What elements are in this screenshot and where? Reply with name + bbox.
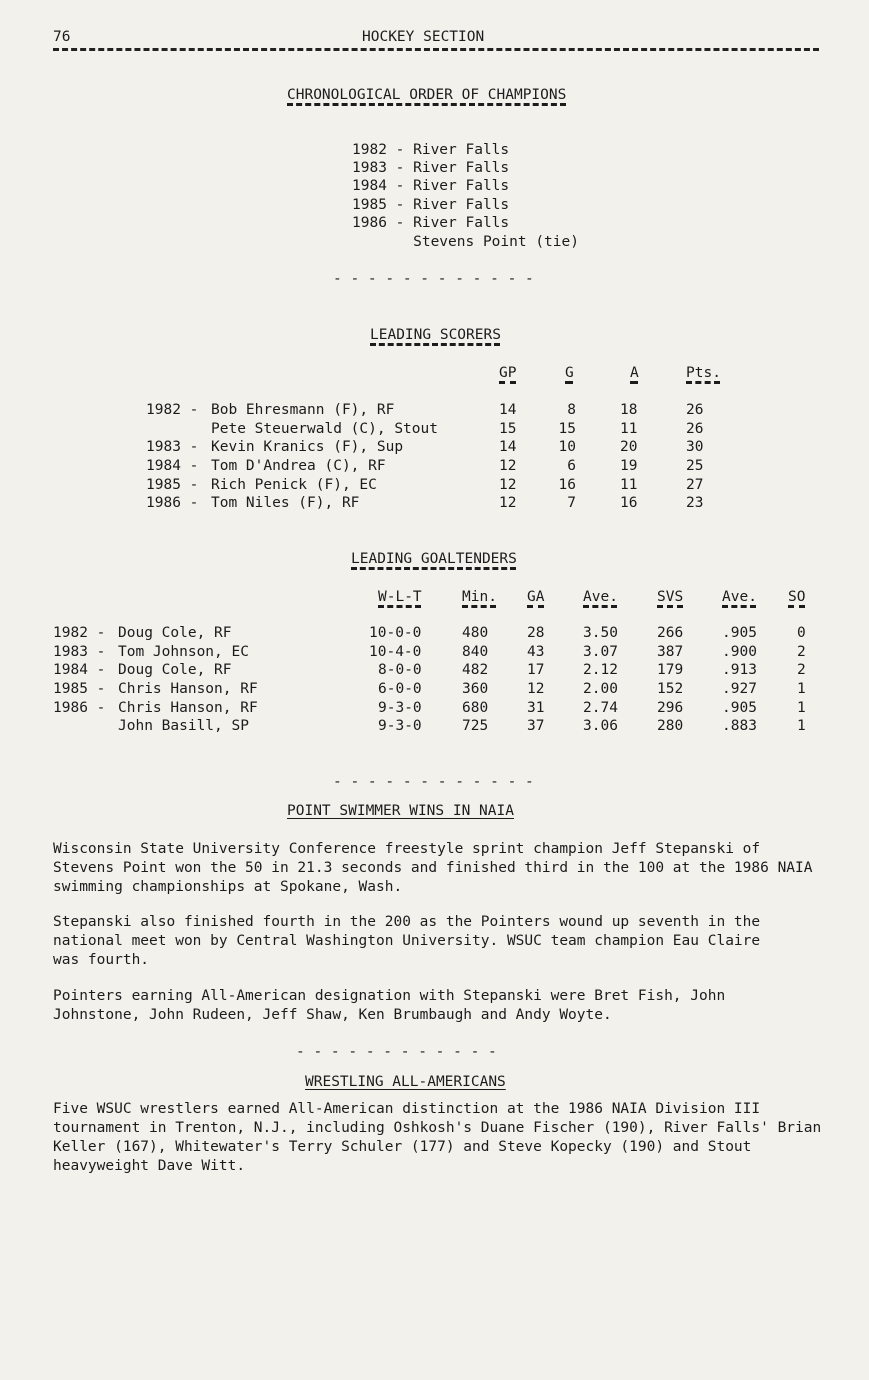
- scorer-a: 11: [620, 477, 638, 493]
- goalie-ave: 3.06: [583, 718, 618, 734]
- goalie-pct: .905: [722, 625, 757, 641]
- scorer-name: Tom Niles (F), RF: [211, 495, 360, 511]
- scorer-pts: 26: [686, 421, 704, 437]
- goalie-svs: 266: [657, 625, 684, 641]
- scorer-pts: 27: [686, 477, 704, 493]
- champions-row-4: 1985 - River Falls: [352, 197, 510, 213]
- scorer-g: 7: [567, 495, 576, 511]
- wrestling-title: WRESTLING ALL-AMERICANS: [305, 1074, 506, 1090]
- goalie-pct: .883: [722, 718, 757, 734]
- goalie-wlt: 9-3-0: [378, 718, 422, 734]
- goalie-ave: 2.00: [583, 681, 618, 697]
- scorer-gp: 12: [499, 495, 517, 511]
- goalie-ga: 28: [527, 625, 545, 641]
- champions-row-5: 1986 - River Falls: [352, 215, 510, 231]
- scorer-gp: 15: [499, 421, 517, 437]
- swimmer-separator: - - - - - - - - - - - -: [296, 1044, 497, 1060]
- goalie-pct: .900: [722, 644, 757, 660]
- goalie-year: 1985 -: [53, 681, 106, 697]
- goalie-ave: 3.50: [583, 625, 618, 641]
- scorer-a: 19: [620, 458, 638, 474]
- swimmer-paragraph-2: Stepanski also finished fourth in the 200 as the Pointers wound up seventh in the national meet won by Central Washington University. WSUC team champion Eau Claire was fourth.: [53, 914, 761, 968]
- goalie-year: 1984 -: [53, 662, 106, 678]
- scorer-g: 8: [567, 402, 576, 418]
- goalie-pct: .905: [722, 700, 757, 716]
- goalie-min: 680: [462, 700, 489, 716]
- goalie-svs: 387: [657, 644, 684, 660]
- goalie-min: 480: [462, 625, 489, 641]
- scorer-pts: 26: [686, 402, 704, 418]
- goalie-header-ave: Ave.: [583, 589, 618, 605]
- goalie-svs: 179: [657, 662, 684, 678]
- scorer-name: Kevin Kranics (F), Sup: [211, 439, 404, 455]
- goalie-ave: 2.74: [583, 700, 618, 716]
- scorers-header-a: A: [630, 365, 639, 381]
- goalie-svs: 152: [657, 681, 684, 697]
- goalie-header-so: SO: [788, 589, 806, 605]
- goalie-svs: 280: [657, 718, 684, 734]
- champions-row-3: 1984 - River Falls: [352, 178, 510, 194]
- goalie-svs: 296: [657, 700, 684, 716]
- goalie-ga: 17: [527, 662, 545, 678]
- goalie-so: 1: [797, 700, 806, 716]
- scorer-name: Tom D'Andrea (C), RF: [211, 458, 386, 474]
- swimmer-paragraph-3: Pointers earning All-American designation with Stepanski were Bret Fish, John Johnstone, John Rudeen, Jeff Shaw, Ken Brumbaugh and Andy Woyte.: [53, 988, 726, 1023]
- scorer-year: 1983 -: [146, 439, 199, 455]
- scorer-gp: 12: [499, 458, 517, 474]
- goaltenders-separator: - - - - - - - - - - - -: [333, 774, 534, 790]
- header-rule: [53, 48, 819, 51]
- goalie-so: 2: [797, 644, 806, 660]
- goalie-name: Chris Hanson, RF: [118, 681, 258, 697]
- champions-separator: - - - - - - - - - - - -: [333, 271, 534, 287]
- scorer-pts: 30: [686, 439, 704, 455]
- scorer-gp: 12: [499, 477, 517, 493]
- goalie-year: 1982 -: [53, 625, 106, 641]
- goalie-so: 0: [797, 625, 806, 641]
- goalie-year: 1983 -: [53, 644, 106, 660]
- goalie-header-ga: GA: [527, 589, 545, 605]
- scorer-gp: 14: [499, 402, 517, 418]
- scorer-a: 11: [620, 421, 638, 437]
- scorer-year: 1982 -: [146, 402, 199, 418]
- goalie-pct: .913: [722, 662, 757, 678]
- scorer-g: 6: [567, 458, 576, 474]
- goalie-pct: .927: [722, 681, 757, 697]
- goalie-wlt: 10-0-0: [369, 625, 422, 641]
- goalie-year: 1986 -: [53, 700, 106, 716]
- goalie-name: Tom Johnson, EC: [118, 644, 249, 660]
- goalie-so: 1: [797, 681, 806, 697]
- scorer-pts: 25: [686, 458, 704, 474]
- goalie-wlt: 9-3-0: [378, 700, 422, 716]
- champions-row-6: Stevens Point (tie): [352, 234, 579, 250]
- scorers-header-pts: Pts.: [686, 365, 721, 381]
- goalie-ave: 3.07: [583, 644, 618, 660]
- scorer-name: Pete Steuerwald (C), Stout: [211, 421, 438, 437]
- scorer-name: Rich Penick (F), EC: [211, 477, 377, 493]
- champions-title: CHRONOLOGICAL ORDER OF CHAMPIONS: [287, 87, 567, 103]
- scorer-a: 18: [620, 402, 638, 418]
- scorers-title: LEADING SCORERS: [370, 327, 501, 343]
- scorer-a: 16: [620, 495, 638, 511]
- champions-row-1: 1982 - River Falls: [352, 142, 510, 158]
- scorer-g: 16: [558, 477, 576, 493]
- goalie-min: 360: [462, 681, 489, 697]
- scorer-g: 15: [558, 421, 576, 437]
- goaltenders-title: LEADING GOALTENDERS: [351, 551, 517, 567]
- scorer-year: 1985 -: [146, 477, 199, 493]
- goalie-wlt: 8-0-0: [378, 662, 422, 678]
- swimmer-title: POINT SWIMMER WINS IN NAIA: [287, 803, 514, 819]
- champions-row-2: 1983 - River Falls: [352, 160, 510, 176]
- scorer-g: 10: [558, 439, 576, 455]
- goalie-header-pct: Ave.: [722, 589, 757, 605]
- goalie-so: 1: [797, 718, 806, 734]
- goalie-name: John Basill, SP: [118, 718, 249, 734]
- page-number: 76: [53, 29, 71, 45]
- scorers-header-g: G: [565, 365, 574, 381]
- goalie-ga: 31: [527, 700, 545, 716]
- wrestling-paragraph: Five WSUC wrestlers earned All-American distinction at the 1986 NAIA Division III tournament in Trenton, N.J., including Oshkosh's Duane Fischer (190), River Falls' Brian Keller (167), Whitewater's Terry Schuler (177) and Steve Kopecky (190) and Stout heavyweight Dave Witt.: [53, 1101, 822, 1174]
- goalie-name: Doug Cole, RF: [118, 662, 232, 678]
- goalie-so: 2: [797, 662, 806, 678]
- goalie-name: Doug Cole, RF: [118, 625, 232, 641]
- goalie-header-svs: SVS: [657, 589, 684, 605]
- goalie-wlt: 6-0-0: [378, 681, 422, 697]
- swimmer-paragraph-1: Wisconsin State University Conference freestyle sprint champion Jeff Stepanski of Stevens Point won the 50 in 21.3 seconds and finished third in the 100 at the 1986 NAIA swimming championships at Spokane, Wash.: [53, 841, 813, 895]
- scorers-header-gp: GP: [499, 365, 517, 381]
- goalie-ga: 37: [527, 718, 545, 734]
- goalie-ga: 12: [527, 681, 545, 697]
- scorer-gp: 14: [499, 439, 517, 455]
- scorer-a: 20: [620, 439, 638, 455]
- scorer-name: Bob Ehresmann (F), RF: [211, 402, 395, 418]
- goalie-ave: 2.12: [583, 662, 618, 678]
- goalie-header-wlt: W-L-T: [378, 589, 422, 605]
- scorer-pts: 23: [686, 495, 704, 511]
- scorer-year: 1984 -: [146, 458, 199, 474]
- goalie-wlt: 10-4-0: [369, 644, 422, 660]
- goalie-min: 725: [462, 718, 489, 734]
- goalie-header-min: Min.: [462, 589, 497, 605]
- goalie-min: 482: [462, 662, 489, 678]
- goalie-ga: 43: [527, 644, 545, 660]
- goalie-min: 840: [462, 644, 489, 660]
- section-title: HOCKEY SECTION: [362, 29, 485, 45]
- scorer-year: 1986 -: [146, 495, 199, 511]
- goalie-name: Chris Hanson, RF: [118, 700, 258, 716]
